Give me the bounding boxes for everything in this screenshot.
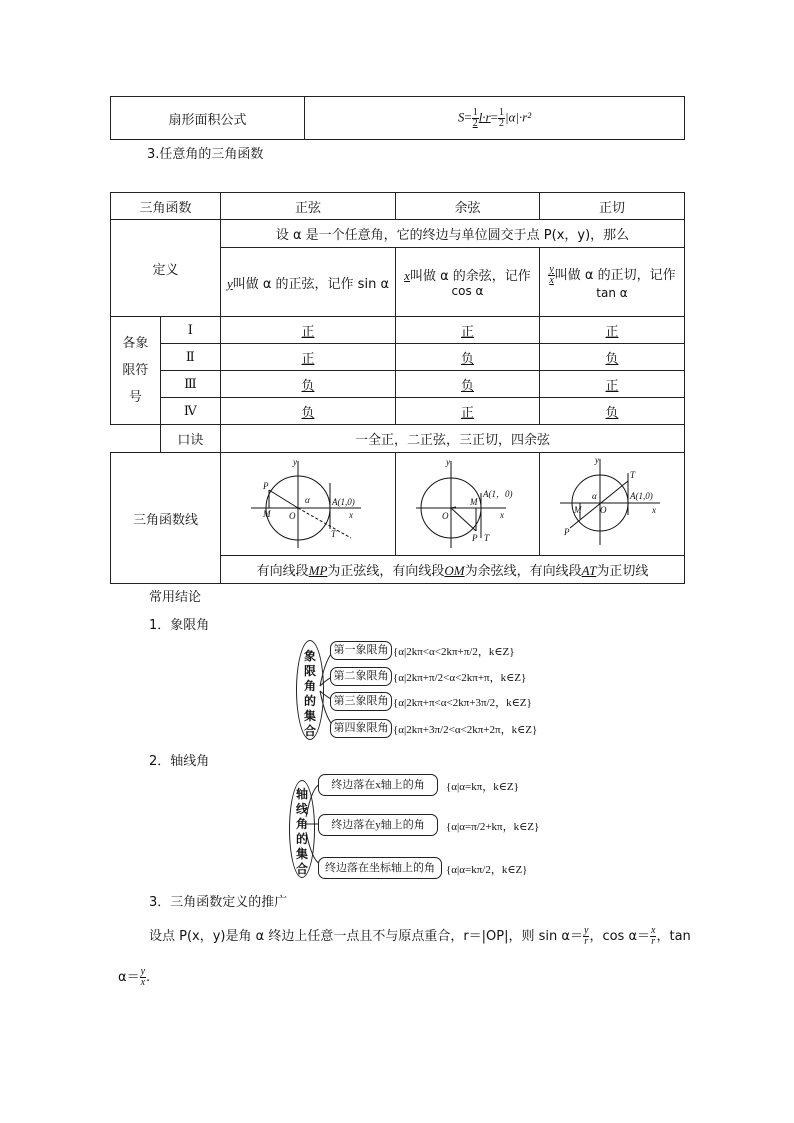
quadrant-sign-label: 各象限符号 bbox=[111, 317, 161, 425]
axis-set-y: {α|α=π/2+kπ，k∈Z} bbox=[446, 821, 540, 833]
svg-text:A(1，0): A(1，0) bbox=[482, 489, 513, 499]
trig-table bbox=[110, 192, 685, 584]
tan-line-diagram-cell bbox=[539, 453, 684, 556]
quadrant-node-1: 第一象限角 bbox=[330, 641, 392, 660]
q3-tan: 正 bbox=[539, 371, 684, 398]
definition-label: 定义 bbox=[111, 220, 221, 317]
cos-definition: x叫做 α 的余弦，记作 cos α bbox=[395, 248, 539, 317]
svg-text:P: P bbox=[563, 527, 570, 537]
quadrant-set-ellipse: 象限角的集合 bbox=[296, 640, 324, 740]
sin-definition: y叫做 α 的正弦，记作 sin α bbox=[220, 248, 395, 317]
section-title: 3.任意角的三角函数 bbox=[147, 147, 264, 162]
tan-definition: $\frac{y}{x}$ 叫做 α 的正切，记作 tan α bbox=[539, 248, 684, 317]
q3-cos: 负 bbox=[395, 371, 539, 398]
svg-text:O: O bbox=[599, 505, 607, 515]
axis-node-y: 终边落在y轴上的角 bbox=[318, 814, 438, 836]
svg-text:x: x bbox=[651, 505, 656, 515]
quadrant-1: Ⅰ bbox=[160, 317, 220, 344]
mnemonic: 一全正，二正弦，三正切，四余弦 bbox=[220, 425, 684, 453]
definition-intro: 设 α 是一个任意角，它的终边与单位圆交于点 P(x，y)，那么 bbox=[220, 220, 684, 248]
svg-text:O: O bbox=[288, 511, 296, 521]
quadrant-node-2: 第二象限角 bbox=[330, 667, 392, 686]
mnemonic-label-cell bbox=[111, 425, 161, 453]
q2-sin: 正 bbox=[220, 344, 395, 371]
quadrant-node-4: 第四象限角 bbox=[330, 719, 392, 738]
tangent-line-diagram bbox=[540, 453, 684, 551]
sin-line-diagram-cell bbox=[220, 453, 395, 556]
trig-lines-label: 三角函数线 bbox=[111, 453, 221, 584]
svg-text:M: M bbox=[573, 505, 582, 515]
svg-text:y: y bbox=[292, 457, 297, 467]
common-conclusions: 常用结论 bbox=[149, 590, 202, 605]
quadrant-set-4: {α|2kπ+3π/2<α<2kπ+2π，k∈Z} bbox=[393, 724, 538, 736]
generalization-line-1: 设点 P(x，y)是角 α 终边上任意一点且不与原点重合，r＝|OP|，则 sin α＝ $\frac{y}{r}$ ，cos α＝ $\frac{x}{r}$ ，tan bbox=[149, 925, 691, 947]
svg-text:T: T bbox=[483, 533, 489, 543]
svg-text:O: O bbox=[441, 511, 449, 521]
header-cos: 余弦 bbox=[395, 193, 539, 220]
generalization-line-2: α＝ $\frac{y}{x}$ . bbox=[118, 966, 151, 988]
axis-node-coord: 终边落在坐标轴上的角 bbox=[318, 857, 442, 879]
quadrant-2: Ⅱ bbox=[160, 344, 220, 371]
trig-lines-caption: 有向线段MP为正弦线，有向线段OM为余弦线，有向线段AT为正切线 bbox=[220, 556, 684, 584]
item-axis-angles: 2．轴线角 bbox=[149, 754, 210, 769]
sector-area-formula: S= $\frac{1}{2}$ l·r= $\frac{1}{2}$ |α|·r² bbox=[305, 97, 685, 140]
axis-set-x: {α|α=kπ，k∈Z} bbox=[446, 781, 519, 793]
cosine-line-diagram bbox=[396, 453, 539, 551]
sector-area-label: 扇形面积公式 bbox=[111, 97, 305, 140]
sector-area-table bbox=[110, 96, 685, 140]
header-tan: 正切 bbox=[539, 193, 684, 220]
q3-sin: 负 bbox=[220, 371, 395, 398]
q2-tan: 负 bbox=[539, 344, 684, 371]
q1-sin: 正 bbox=[220, 317, 395, 344]
item-generalization: 3．三角函数定义的推广 bbox=[149, 895, 288, 910]
svg-text:T: T bbox=[629, 470, 635, 480]
q4-sin: 负 bbox=[220, 398, 395, 425]
q4-tan: 负 bbox=[539, 398, 684, 425]
sine-line-diagram bbox=[221, 453, 395, 551]
axis-node-x: 终边落在x轴上的角 bbox=[318, 774, 438, 796]
svg-text:P: P bbox=[262, 481, 269, 491]
svg-text:x: x bbox=[499, 510, 504, 520]
q2-cos: 负 bbox=[395, 344, 539, 371]
quadrant-set-1: {α|2kπ<α<2kπ+π/2，k∈Z} bbox=[393, 646, 515, 658]
axis-set-coord: {α|α=kπ/2，k∈Z} bbox=[446, 864, 528, 876]
svg-text:A(1,0): A(1,0) bbox=[629, 491, 653, 501]
q1-tan: 正 bbox=[539, 317, 684, 344]
svg-text:x: x bbox=[348, 510, 353, 520]
quadrant-node-3: 第三象限角 bbox=[330, 692, 392, 711]
quadrant-4: Ⅳ bbox=[160, 398, 220, 425]
quadrant-set-3: {α|2kπ+π<α<2kπ+3π/2，k∈Z} bbox=[393, 697, 532, 709]
mnemonic-label: 口诀 bbox=[160, 425, 220, 453]
svg-text:y: y bbox=[594, 455, 599, 465]
svg-text:M: M bbox=[469, 497, 478, 507]
header-sin: 正弦 bbox=[220, 193, 395, 220]
cos-line-diagram-cell bbox=[395, 453, 539, 556]
axis-set-ellipse: 轴线角的集合 bbox=[289, 780, 315, 878]
q4-cos: 正 bbox=[395, 398, 539, 425]
svg-text:A(1,0): A(1,0) bbox=[331, 497, 355, 507]
item-quadrant-angles: 1．象限角 bbox=[149, 618, 210, 633]
svg-text:P: P bbox=[471, 533, 478, 543]
svg-text:y: y bbox=[445, 457, 450, 467]
header-trig: 三角函数 bbox=[111, 193, 221, 220]
svg-text:M: M bbox=[262, 509, 271, 519]
svg-text:T: T bbox=[330, 529, 336, 539]
svg-text:α: α bbox=[591, 491, 597, 501]
quadrant-3: Ⅲ bbox=[160, 371, 220, 398]
svg-text:α: α bbox=[304, 495, 310, 505]
q1-cos: 正 bbox=[395, 317, 539, 344]
quadrant-set-2: {α|2kπ+π/2<α<2kπ+π，k∈Z} bbox=[393, 672, 527, 684]
